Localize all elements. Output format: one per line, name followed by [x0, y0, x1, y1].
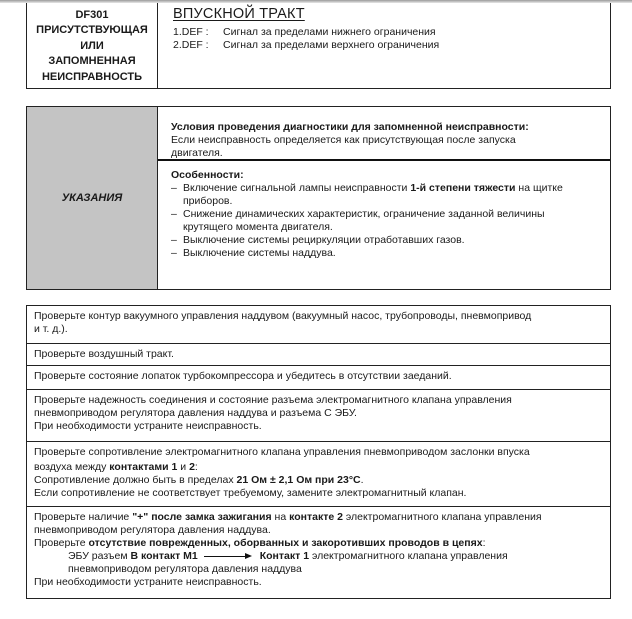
fault-code: DF301 [75, 8, 109, 21]
instructions-table [26, 106, 611, 290]
bullet-dash: – [171, 247, 177, 259]
text-span: Проверьте наличие [34, 511, 133, 523]
check-text [34, 461, 610, 474]
text-span: электромагнитного клапана управления [309, 550, 508, 562]
feature-text: Выключение системы рециркуляции отработавших газов. [183, 234, 465, 246]
section-title: ВПУСКНОЙ ТРАКТ [173, 6, 305, 22]
def-code: 2.DEF : [173, 39, 209, 51]
emphasis-text: "+" после замка зажигания [132, 511, 272, 523]
wiring-connection [34, 550, 610, 563]
feature-item [171, 208, 610, 234]
fault-description-cell [158, 3, 610, 88]
check-row [27, 506, 610, 598]
def-code: 1.DEF : [173, 26, 209, 38]
text-span: Проверьте [34, 537, 89, 549]
check-text: Если сопротивление не соответствует требуемому, замените электромагнитный клапан. [34, 487, 467, 499]
text-span: на [271, 511, 290, 523]
feature-text-continued: крутящего момента двигателя. [183, 221, 333, 233]
check-text [34, 511, 610, 524]
def-item [173, 26, 610, 39]
feature-item [171, 182, 610, 208]
fault-state-line: ИЛИ [80, 39, 104, 52]
def-text: Сигнал за пределами верхнего ограничения [223, 39, 440, 51]
conditions-title: Условия проведения диагностики для запомненной неисправности: [171, 121, 529, 133]
check-text: Проверьте контур вакуумного управления наддувом (вакуумный насос, трубопроводы, пневмопривод [34, 310, 532, 322]
check-text: пневмоприводом регулятора давления наддува [68, 563, 302, 575]
check-row [27, 365, 610, 389]
conditions-block [158, 107, 610, 161]
feature-text-continued: приборов. [183, 195, 233, 207]
check-text: Проверьте сопротивление электромагнитного клапана управления пневмоприводом заслонки впуска [34, 446, 530, 458]
text-span: ЭБУ разъем [68, 550, 131, 562]
text-span: электромагнитного клапана управления [342, 511, 542, 523]
def-text: Сигнал за пределами нижнего ограничения [223, 26, 436, 38]
check-text [34, 537, 610, 550]
contact-label: Контакт 1 [259, 550, 310, 562]
instructions-content [158, 107, 610, 289]
feature-text: на щитке [515, 182, 563, 194]
connector-label: В контакт М1 [130, 550, 198, 562]
feature-text: Выключение системы наддува. [183, 247, 336, 259]
conditions-text-line: Если неисправность определяется как присутствующая после запуска [171, 134, 516, 146]
feature-item [171, 234, 610, 247]
check-text [34, 474, 610, 487]
check-text: Проверьте надежность соединения и состояние разъема электромагнитного клапана управления [34, 394, 512, 406]
fault-id-cell [27, 3, 158, 88]
conditions-text-line: двигателя. [171, 147, 223, 159]
fault-state-line: НЕИСПРАВНОСТЬ [41, 70, 143, 83]
check-row [27, 389, 610, 441]
text-span: : [482, 537, 486, 549]
text-span: и [177, 461, 190, 473]
contact-label: 2 [189, 461, 195, 473]
check-text: пневмоприводом регулятора давления наддува и разъема С ЭБУ. [34, 407, 357, 419]
fault-header-table [26, 3, 611, 89]
feature-emphasis: 1-й степени тяжести [410, 182, 516, 194]
arrow-right-icon [204, 552, 252, 561]
fault-state-line: ПРИСУТСТВУЮЩАЯ [36, 24, 148, 37]
features-block [158, 161, 610, 260]
check-text: и т. д.). [34, 323, 68, 335]
def-item [173, 39, 610, 52]
features-title: Особенности: [171, 169, 244, 181]
check-text: При необходимости устраните неисправность. [34, 420, 262, 432]
text-span: . [360, 474, 364, 486]
contact-label: контакте 2 [289, 511, 343, 523]
feature-text: Снижение динамических характеристик, ограничение заданной величины [183, 208, 545, 220]
check-text: Проверьте воздушный тракт. [34, 348, 174, 360]
fault-state-line: ЗАПОМНЕННАЯ [48, 55, 136, 68]
emphasis-text: отсутствие поврежденных, оборванных и закоротивших проводов в цепях [88, 537, 483, 549]
feature-text: Включение сигнальной лампы неисправности [183, 182, 411, 194]
text-span: воздуха между [34, 461, 110, 473]
bullet-dash: – [171, 234, 177, 246]
check-text: пневмоприводом регулятора давления наддува. [34, 524, 271, 536]
check-text: Проверьте состояние лопаток турбокомпрессора и убедитесь в отсутствии заеданий. [34, 370, 452, 382]
contact-label: контактами 1 [109, 461, 178, 473]
check-row [27, 441, 610, 506]
resistance-value: 21 Ом ± 2,1 Ом при 23°C [236, 474, 361, 486]
check-row [27, 306, 610, 343]
feature-item [171, 247, 610, 260]
bullet-dash: – [171, 182, 177, 194]
instructions-label: УКАЗАНИЯ [27, 107, 158, 289]
bullet-dash: – [171, 208, 177, 220]
check-row [27, 343, 610, 365]
text-span: : [194, 461, 198, 473]
checks-table [26, 305, 611, 599]
text-span: Сопротивление должно быть в пределах [34, 474, 237, 486]
check-text: При необходимости устраните неисправность. [34, 576, 262, 588]
